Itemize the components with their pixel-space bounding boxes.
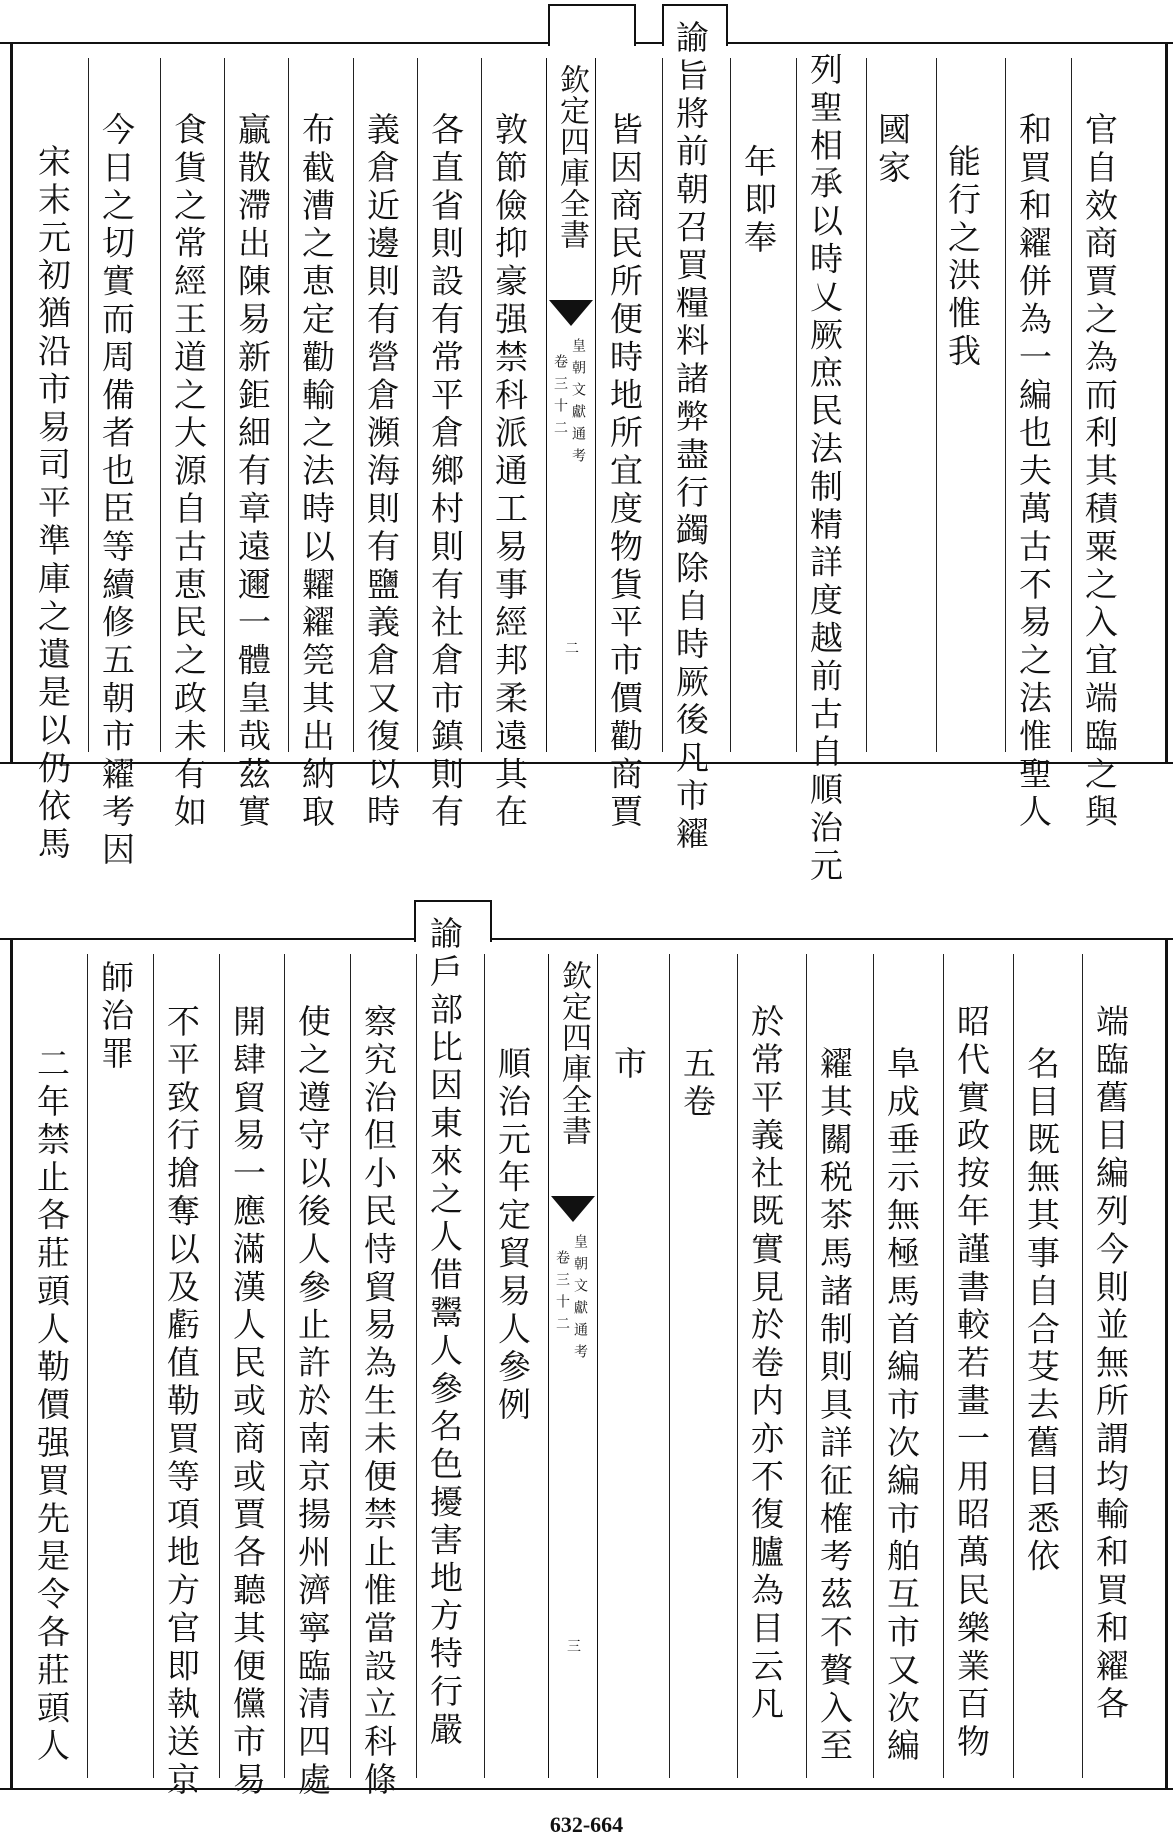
top-tab-box-left <box>548 4 636 46</box>
text-column: 諭戶部比因東來之人借鬻人參名色擾害地方特行嚴 <box>425 916 464 1750</box>
text-column: 和買和糴併為一編也夫萬古不易之法惟聖人 <box>1014 112 1053 833</box>
column-rule <box>87 954 88 1778</box>
column-rule <box>866 58 867 752</box>
column-rule <box>153 954 154 1778</box>
column-rule <box>796 58 797 752</box>
top-page <box>0 20 1173 886</box>
column-rule <box>806 954 807 1778</box>
bottom-page <box>0 916 1173 1800</box>
column-rule <box>350 954 351 1778</box>
column-rule <box>730 58 731 752</box>
text-column: 名目既無其事自合芟去舊目悉依 <box>1022 1046 1061 1577</box>
center-column <box>548 954 598 1778</box>
text-column: 宋末元初猶沿市易司平準庫之遺是以仍依馬 <box>33 144 72 865</box>
column-rule <box>417 58 418 752</box>
column-rule <box>88 58 89 752</box>
text-column: 市 <box>609 1046 648 1084</box>
column-rule <box>219 954 220 1778</box>
column-rule <box>873 954 874 1778</box>
text-column: 使之遵守以後人參止許於南京揚州濟寧臨清四處 <box>293 1004 332 1800</box>
book-title: 欽定四庫全書 <box>554 64 589 250</box>
book-subtitle: 皇朝文獻通考 <box>570 338 586 470</box>
volume-label: 卷三十二 <box>554 1250 570 1338</box>
text-column: 年即奉 <box>739 144 778 258</box>
text-column: 布截漕之恵定勸輸之法時以糶糴筦其出納取 <box>297 112 336 833</box>
text-column: 不平致行搶奪以及虧值勒買等項地方官即執送京 <box>162 1004 201 1800</box>
text-column: 師治罪 <box>96 960 135 1074</box>
text-column: 順治元年定貿易人參例 <box>493 1046 532 1425</box>
column-rule <box>353 58 354 752</box>
text-column: 國家 <box>873 112 912 188</box>
text-column: 義倉近邊則有營倉瀕海則有鹽義倉又復以時 <box>362 112 401 833</box>
text-column: 食貨之常經王道之大源自古恵民之政未有如 <box>169 112 208 833</box>
text-column: 皆因商民所便時地所宜度物貨平市價勸商賈 <box>605 112 644 833</box>
fish-tail-mark <box>551 1196 595 1222</box>
page-number: 二 <box>565 641 579 657</box>
column-rule <box>288 58 289 752</box>
text-column: 糴其關税茶馬諸制則具詳征榷考茲不贅入至 <box>815 1046 854 1767</box>
column-rule <box>662 58 663 752</box>
text-column: 官自效商賈之為而利其積粟之入宜端臨之與 <box>1080 112 1119 833</box>
column-rule <box>481 58 482 752</box>
book-subtitle: 皇朝文獻通考 <box>572 1234 588 1366</box>
column-rule <box>1013 954 1014 1778</box>
text-column: 開肆貿易一應滿漢人民或商或賈各聽其便儻市易 <box>228 1004 267 1800</box>
text-column: 列聖相承以時乂厥庶民法制精詳度越前古自順治元 <box>805 52 844 886</box>
text-column: 二年禁止各莊頭人勒價强買先是令各莊頭人 <box>32 1046 71 1767</box>
column-rule <box>224 58 225 752</box>
column-rule <box>737 954 738 1778</box>
column-rule <box>416 954 417 1778</box>
column-rule <box>943 954 944 1778</box>
column-rule <box>1082 954 1083 1778</box>
text-column: 端臨舊目編列今則並無所謂均輸和買和糴各 <box>1091 1004 1130 1725</box>
text-column: 贏散滯出陳易新鉅細有章遠邇一體皇哉茲實 <box>233 112 272 833</box>
volume-label: 卷三十二 <box>552 354 568 442</box>
text-column: 於常平義社既實見於卷内亦不復臚為目云凡 <box>746 1004 785 1725</box>
column-rule <box>1005 58 1006 752</box>
text-column: 阜成垂示無極馬首編市次編市舶互市又次編 <box>882 1046 921 1767</box>
text-column: 敦節儉抑豪强禁科派通工易事經邦柔遠其在 <box>490 112 529 833</box>
text-column: 各直省則設有常平倉鄉村則有社倉市鎮則有 <box>426 112 465 833</box>
text-column: 察究治但小民恃貿易為生未便禁止惟當設立科條 <box>359 1004 398 1800</box>
text-column: 諭旨將前朝召買糧料諸弊盡行蠲除自時厥後凡市糴 <box>671 20 710 854</box>
column-rule <box>484 954 485 1778</box>
text-column: 能行之洪惟我 <box>943 144 982 372</box>
book-title: 欽定四庫全書 <box>556 960 591 1146</box>
fish-tail-mark <box>549 300 593 326</box>
column-rule <box>284 954 285 1778</box>
page-footer-label: 632-664 <box>549 1812 624 1837</box>
page-number: 三 <box>567 1639 581 1655</box>
text-column: 昭代實政按年謹書較若畫一用昭萬民樂業百物 <box>952 1004 991 1762</box>
text-column: 五卷 <box>678 1046 717 1122</box>
column-rule <box>160 58 161 752</box>
column-rule <box>669 954 670 1778</box>
column-rule <box>1071 58 1072 752</box>
column-rule <box>936 58 937 752</box>
text-column: 今日之切實而周備者也臣等續修五朝市糴考因 <box>97 112 136 870</box>
center-column <box>546 58 596 752</box>
